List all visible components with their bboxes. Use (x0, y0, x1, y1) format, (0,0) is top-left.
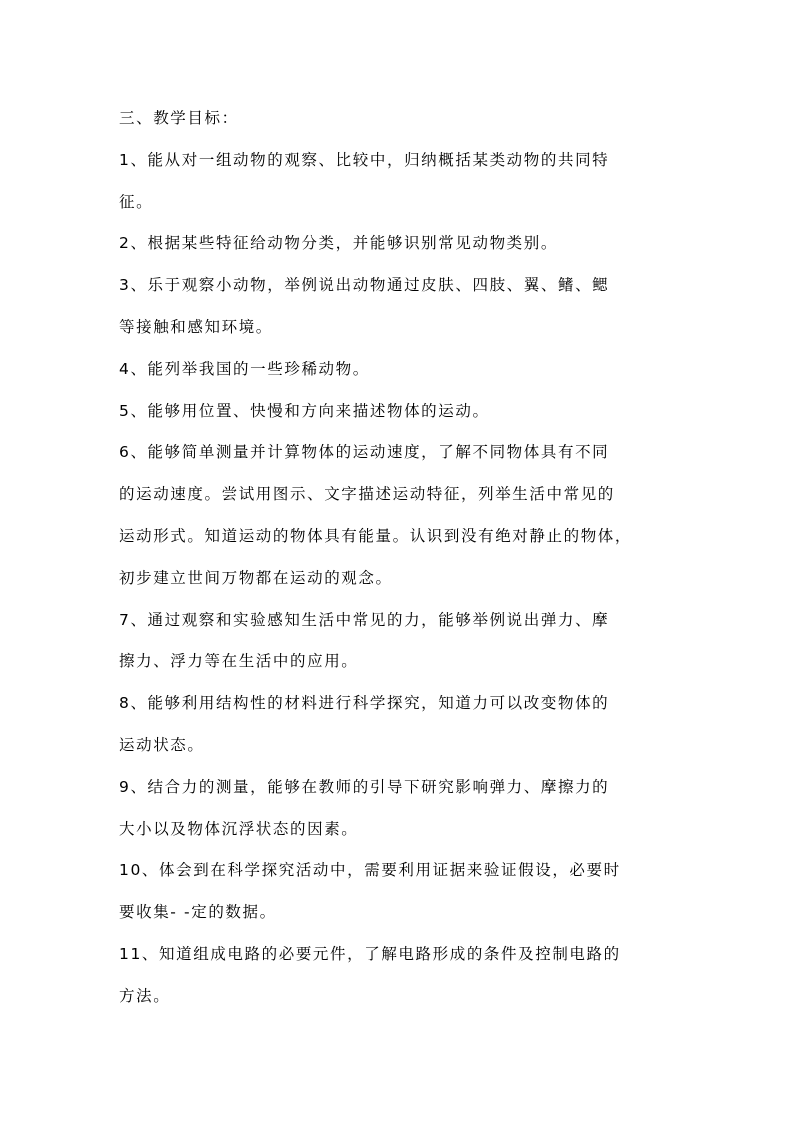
objective-line: 运动状态。 (119, 735, 205, 754)
objective-line: 等接触和感知环境。 (119, 317, 273, 336)
objective-line: 方法。 (119, 986, 171, 1005)
objective-line: 4、能列举我国的一些珍稀动物。 (119, 359, 370, 378)
objective-line: 的运动速度。尝试用图示、文字描述运动特征，列举生活中常见的 (119, 485, 615, 504)
objective-line: 1、能从对一组动物的观察、比较中，归纳概括某类动物的共同特 (119, 150, 610, 169)
objective-line: 大小以及物体沉浮状态的因素。 (119, 819, 359, 838)
objective-line: 3、乐于观察小动物，举例说出动物通过皮肤、四肢、翼、鳍、鳃 (119, 276, 610, 295)
objective-line: 擦力、浮力等在生活中的应用。 (119, 652, 359, 671)
objective-line: 2、根据某些特征给动物分类，并能够识别常见动物类别。 (119, 234, 558, 253)
objective-line: 要收集- -定的数据。 (119, 903, 277, 922)
objective-line: 7、通过观察和实验感知生活中常见的力，能够举例说出弹力、摩 (119, 610, 610, 629)
section-heading: 三、教学目标： (119, 109, 239, 127)
document-body (119, 104, 689, 1024)
objective-line: 5、能够用位置、快慢和方向来描述物体的运动。 (119, 401, 490, 420)
objective-line: 8、能够利用结构性的材料进行科学探究，知道力可以改变物体的 (119, 694, 610, 713)
objective-line: 10、体会到在科学探究活动中，需要利用证据来验证假设，必要时 (119, 861, 621, 880)
objective-line: 运动形式。知道运动的物体具有能量。认识到没有绝对静止的物体， (119, 526, 633, 545)
objective-line: 11、知道组成电路的必要元件，了解电路形成的条件及控制电路的 (119, 944, 621, 963)
objective-line: 6、能够简单测量并计算物体的运动速度，了解不同物体具有不同 (119, 443, 610, 462)
objective-line: 9、结合力的测量，能够在教师的引导下研究影响弹力、摩擦力的 (119, 777, 610, 796)
objective-line: 初步建立世间万物都在运动的观念。 (119, 568, 393, 587)
objective-line: 征。 (119, 192, 154, 211)
